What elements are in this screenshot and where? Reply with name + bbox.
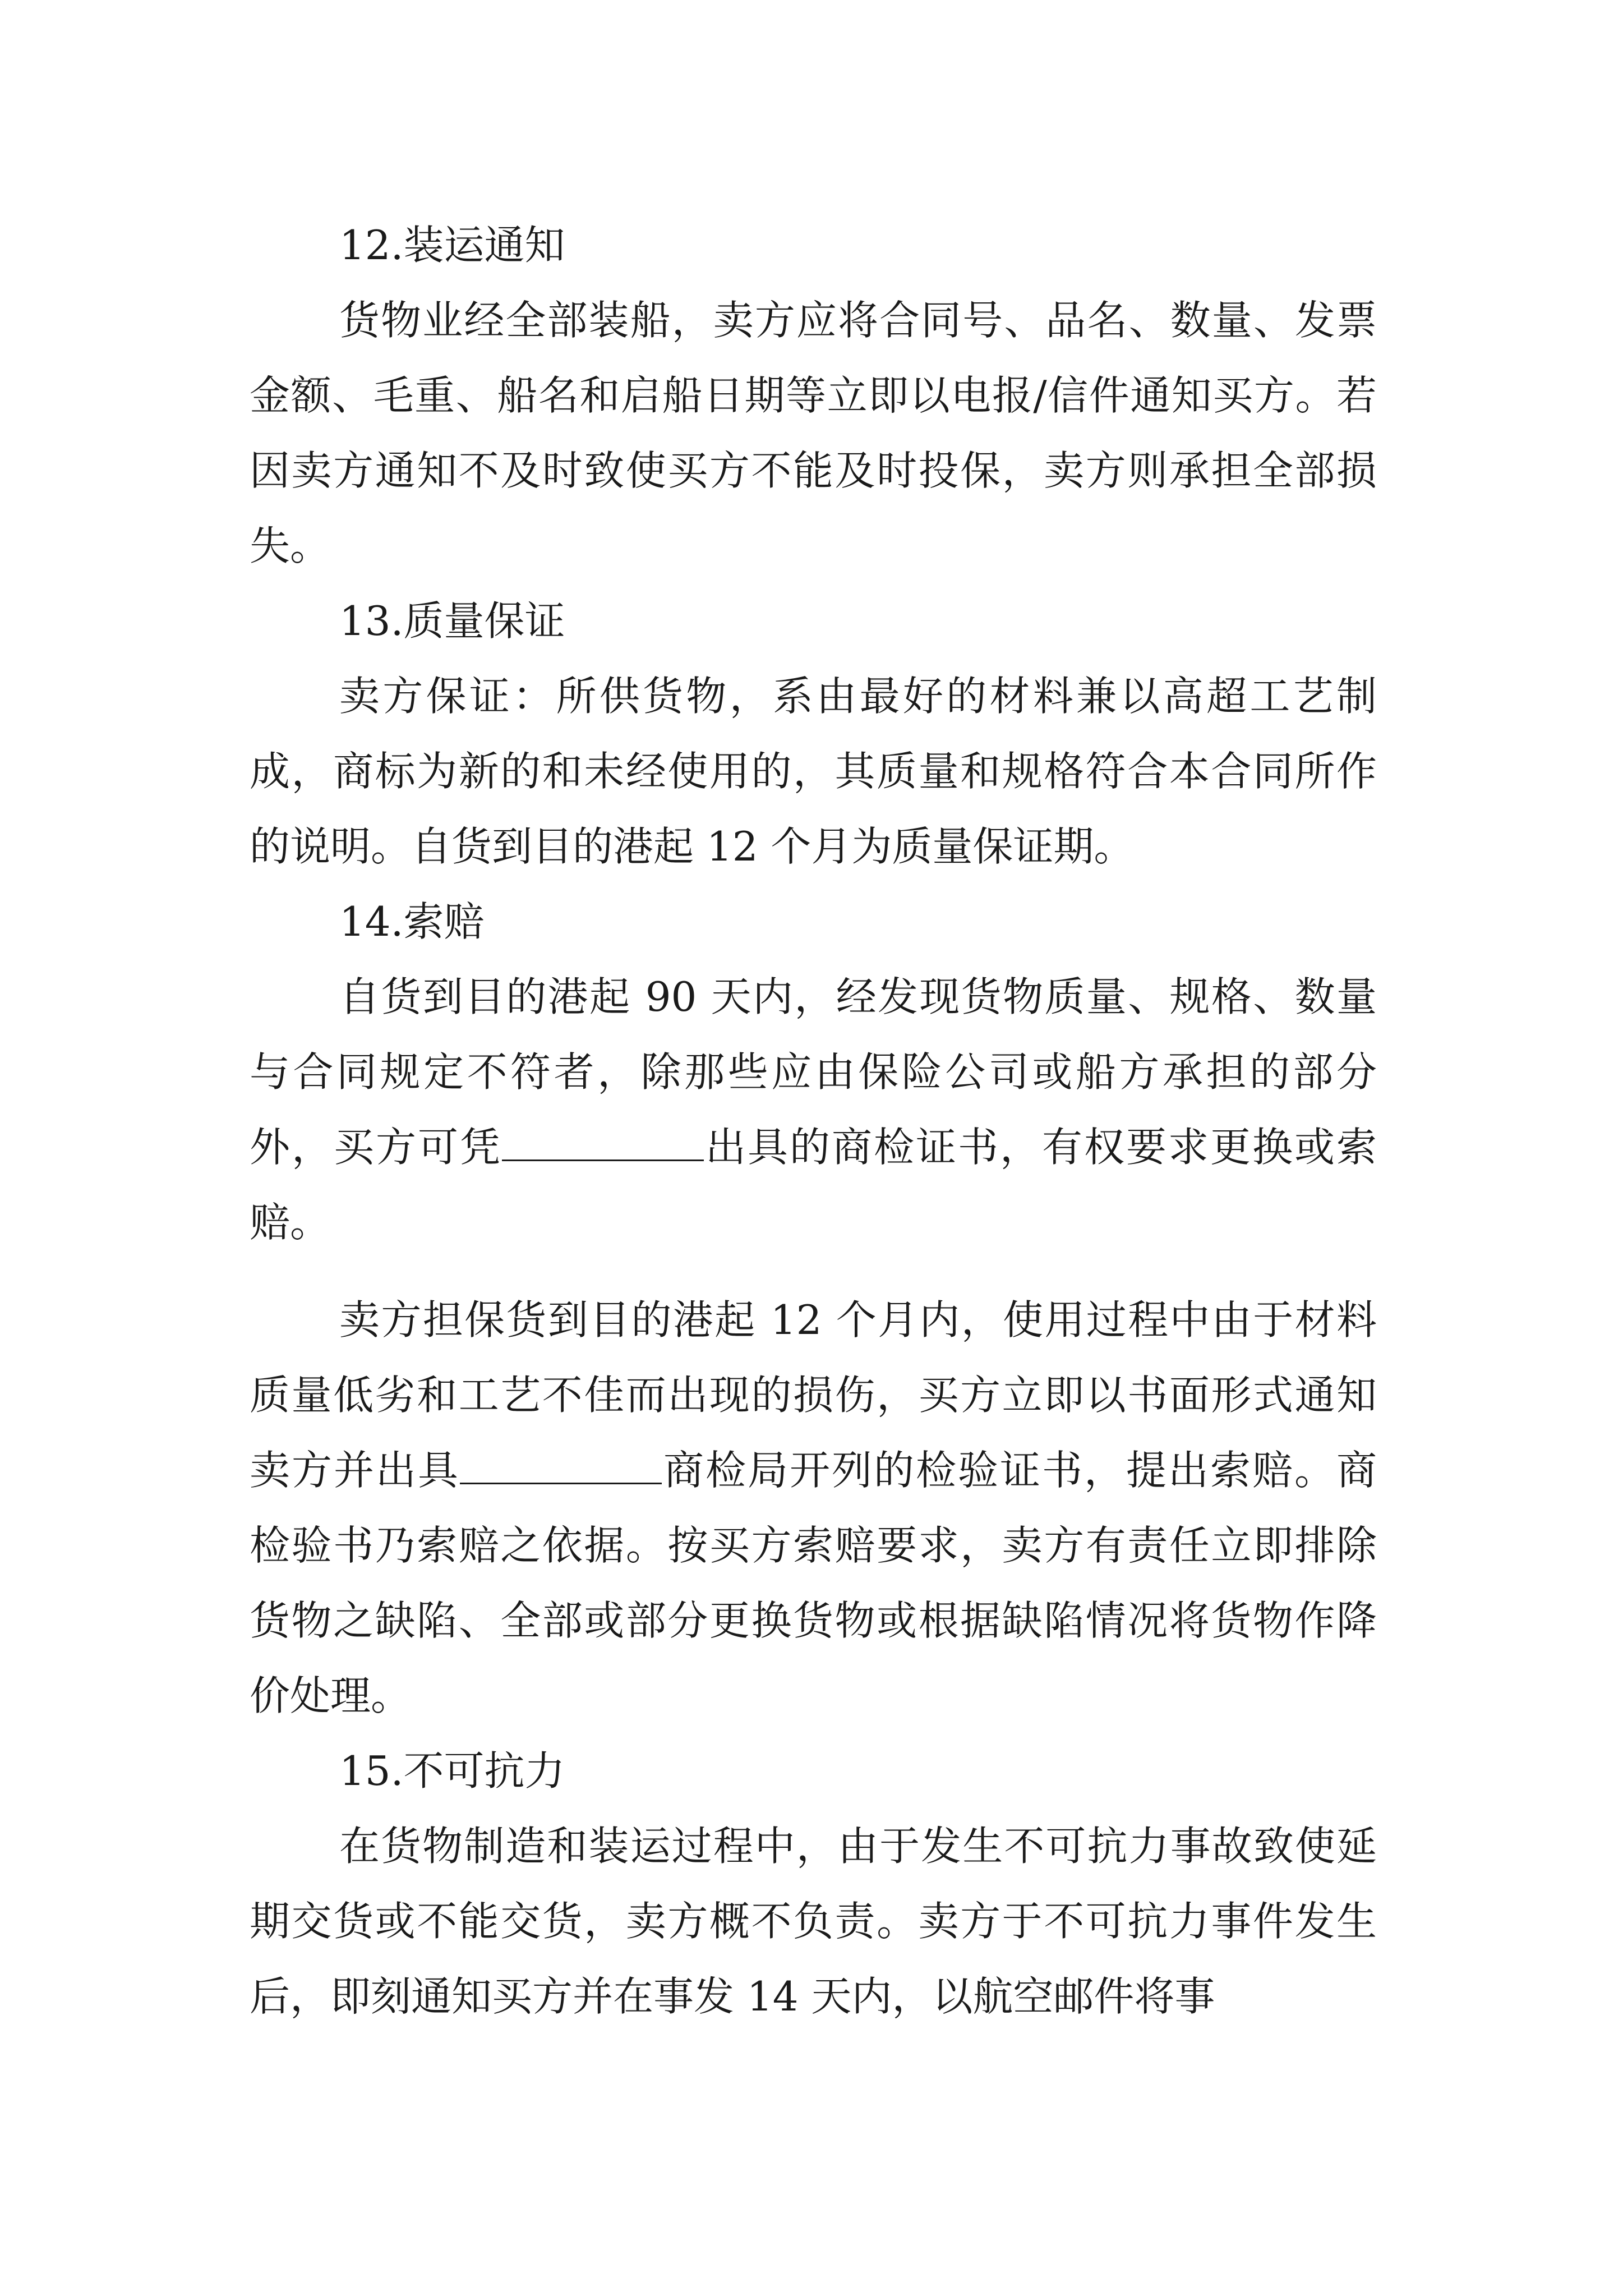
claims-paragraph-2 xyxy=(250,1282,1377,1733)
fill-in-blank xyxy=(460,1449,662,1484)
claims-paragraph-2-text-before: 卖方担保货到目的港起 12 个月内，使用过程中由于材料质量低劣和工艺不佳而出现的损伤，买方立即以书面形式通知卖方并出具 xyxy=(250,1296,1377,1494)
quality-guarantee-paragraph: 卖方保证：所供货物，系由最好的材料兼以高超工艺制成，商标为新的和未经使用的，其质量和规格符合本合同所作的说明。自货到目的港起 12 个月为质量保证期。 xyxy=(250,673,1377,870)
section-heading-shipping-notice: 12.装运通知 xyxy=(339,222,565,269)
force-majeure-paragraph: 在货物制造和装运过程中，由于发生不可抗力事故致使延期交货或不能交货，卖方概不负责。卖方于不可抗力事件发生后，即刻通知买方并在事发 14 天内，以航空邮件将事 xyxy=(250,1823,1377,2020)
document-page xyxy=(250,208,1377,2034)
shipping-notice-paragraph: 货物业经全部装船，卖方应将合同号、品名、数量、发票金额、毛重、船名和启船日期等立即以电报/信件通知买方。若因卖方通知不及时致使买方不能及时投保，卖方则承担全部损失。 xyxy=(250,297,1377,569)
claims-paragraph-2-text-after: 商检局开列的检验证书，提出索赔。商检验书乃索赔之依据。按买方索赔要求，卖方有责任立即排除货物之缺陷、全部或部分更换货物或根据缺陷情况将货物作降价处理。 xyxy=(250,1447,1377,1719)
section-heading-quality-guarantee: 13.质量保证 xyxy=(339,597,565,645)
claims-paragraph-1-text-after: 出具的商检证书，有权要求更换或索赔。 xyxy=(250,1124,1377,1246)
claims-paragraph-1 xyxy=(250,959,1377,1260)
fill-in-blank xyxy=(502,1126,704,1161)
section-heading-claims: 14.索赔 xyxy=(339,898,485,945)
section-heading-force-majeure: 15.不可抗力 xyxy=(339,1747,565,1795)
claims-paragraph-1-text-before: 自货到目的港起 90 天内，经发现货物质量、规格、数量与合同规定不符者，除那些应由保险公司或船方承担的部分外，买方可凭 xyxy=(250,973,1377,1171)
